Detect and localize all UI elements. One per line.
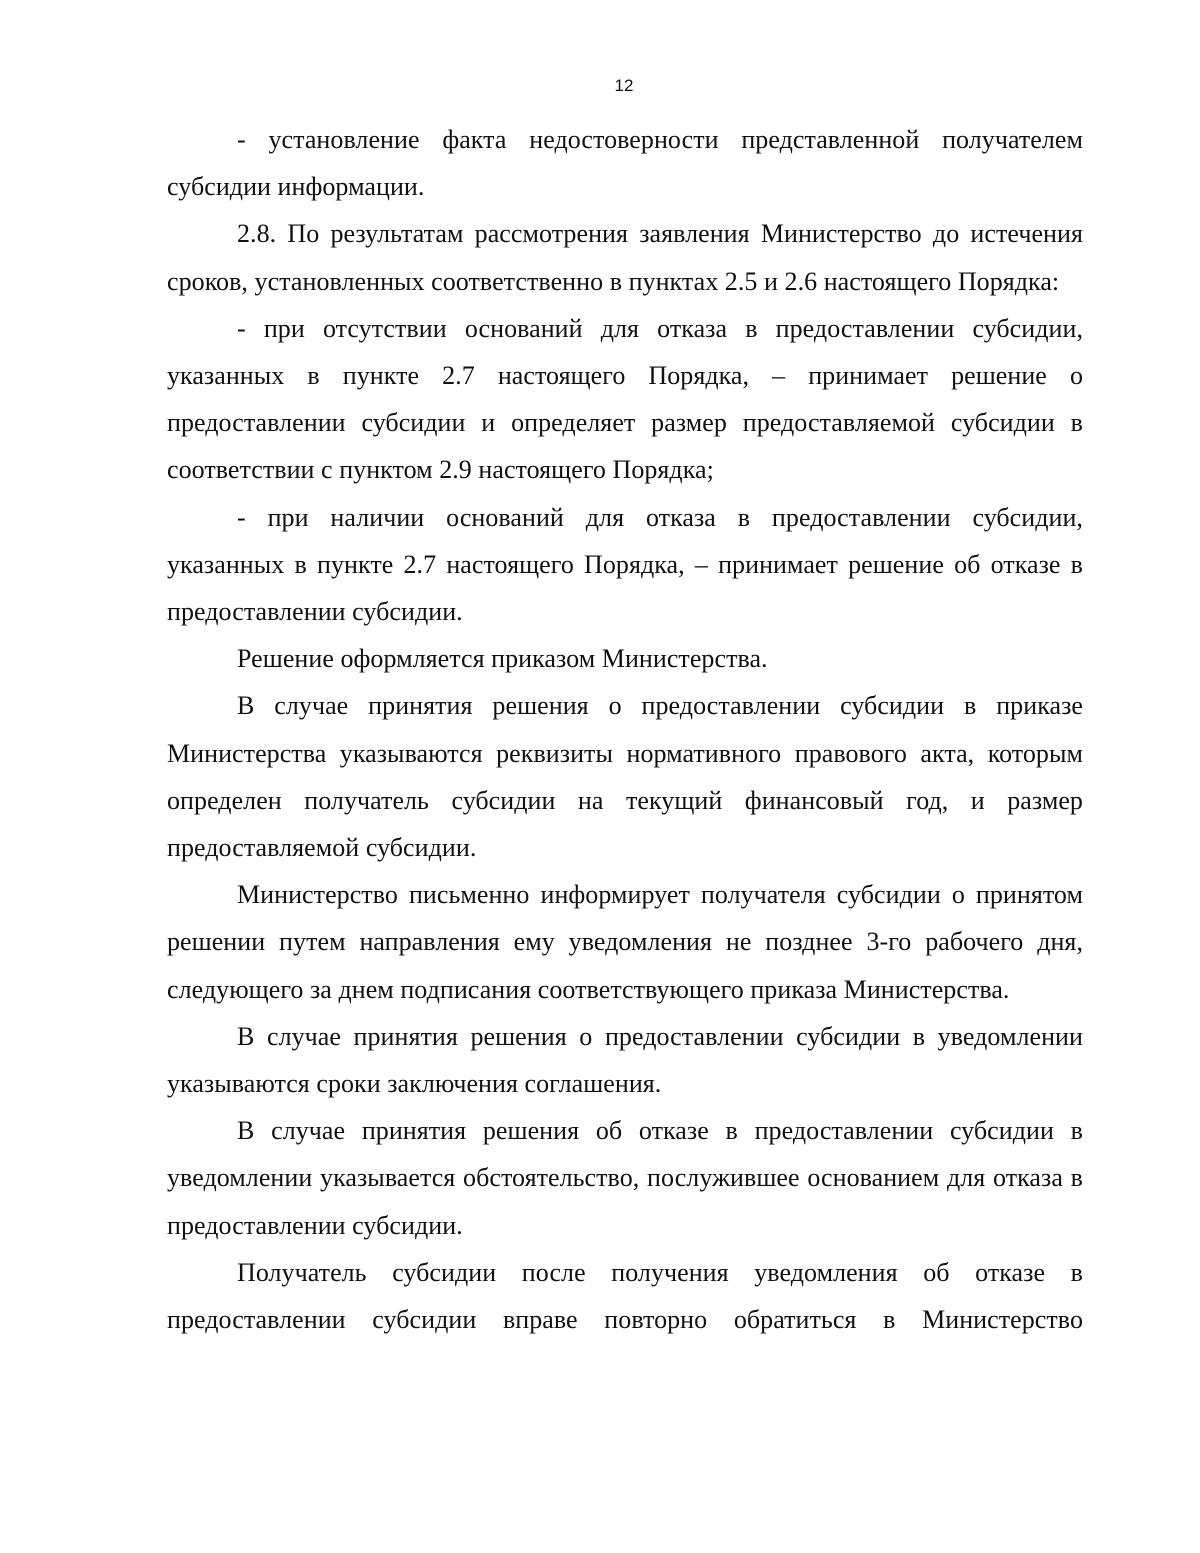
paragraph-1: - установление факта недостоверности представленной получателем субсидии информации. [167, 125, 1083, 202]
paragraph-4: - при наличии оснований для отказа в предоставлении субсидии, указанных в пункте 2.7 настоящего Порядка, – принимает решение об отказе в предоставлении субсидии. [167, 502, 1083, 627]
paragraph-5: Решение оформляется приказом Министерства. [237, 644, 768, 674]
page-number: 12 [614, 76, 634, 95]
paragraph-8: В случае принятия решения о предоставлении субсидии в уведомлении указываются сроки заключения соглашения. [167, 1021, 1083, 1099]
paragraph-2: 2.8. По результатам рассмотрения заявления Министерство до истечения сроков, установленных соответственно в пунктах 2.5 и 2.6 настоящего Порядка: [167, 219, 1083, 296]
paragraph-7: Министерство письменно информирует получателя субсидии о принятом решении путем направления ему уведомления не позднее 3-го рабочего дня, следующего за днем подписания соответствующего приказа Министерства. [167, 880, 1083, 1004]
paragraph-3: - при отсутствии оснований для отказа в предоставлении субсидии, указанных в пункте 2.7 настоящего Порядка, – принимает решение о предоставлении субсидии и определяет размер предоставляемой субсидии в соответствии с пунктом 2.9 настоящего Порядка; [167, 313, 1083, 485]
paragraph-6: В случае принятия решения о предоставлении субсидии в приказе Министерства указываются реквизиты нормативного правового акта, которым определен получатель субсидии на текущий финансовый год, и размер предоставляемой субсидии. [167, 691, 1083, 863]
paragraph-9: В случае принятия решения об отказе в предоставлении субсидии в уведомлении указывается обстоятельство, послужившее основанием для отказа в предоставлении субсидии. [167, 1116, 1083, 1240]
paragraph-10: Получатель субсидии после получения уведомления об отказе в предоставлении субсидии вправе повторно обратиться в Министерство [167, 1257, 1083, 1335]
document-body [167, 116, 1083, 1343]
